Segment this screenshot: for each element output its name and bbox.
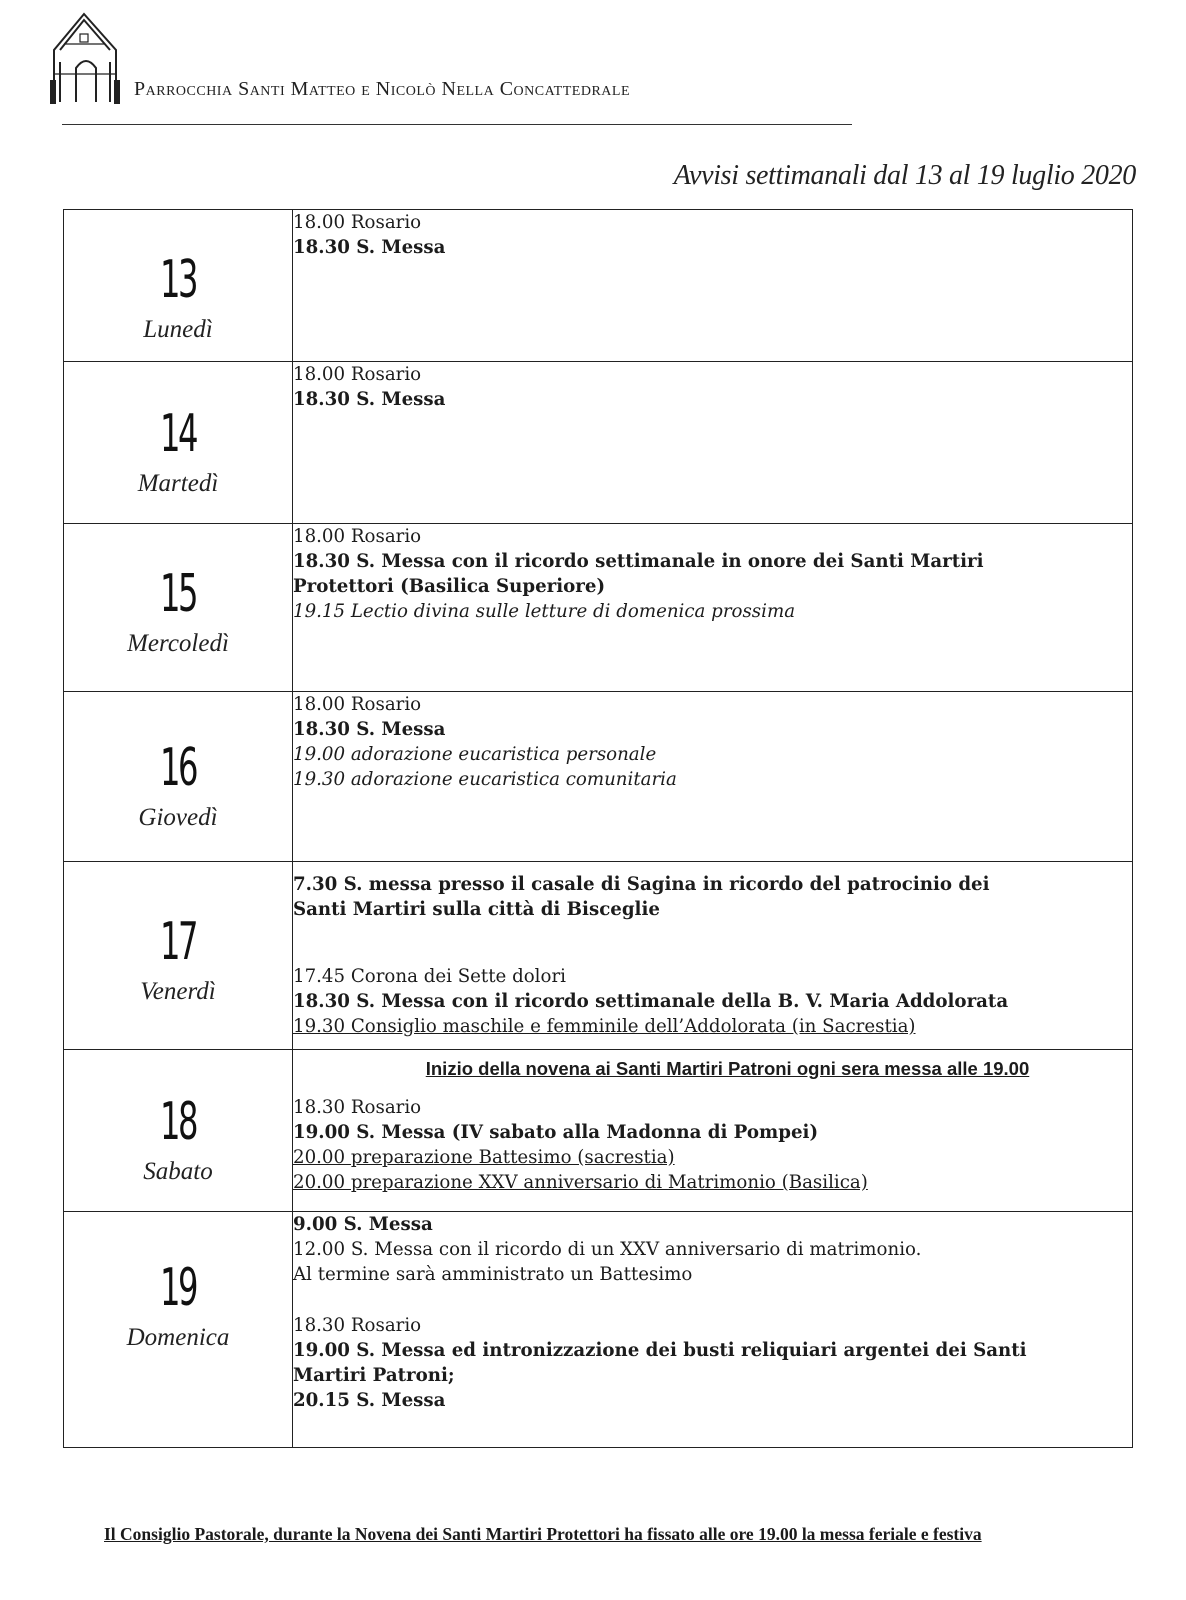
day-row-15 [64, 524, 1133, 692]
day-cell [64, 692, 293, 862]
event-line: 19.15 Lectio divina sulle letture di domenica prossima [293, 601, 796, 622]
day-number: 15 [159, 564, 197, 624]
day-events [293, 692, 1133, 862]
event-line: 18.00 Rosario [293, 212, 422, 233]
day-name: Sabato [143, 1158, 213, 1185]
novena-notice: Inizio della novena ai Santi Martiri Patroni ogni sera messa alle 19.00 [425, 1058, 1030, 1079]
spacer [293, 922, 1132, 964]
day-name: Martedì [137, 470, 219, 497]
day-events [293, 862, 1133, 1050]
day-name: Venerdì [140, 978, 216, 1005]
event-line: 19.00 adorazione eucaristica personale [293, 744, 657, 765]
weekly-schedule-table [63, 209, 1133, 1448]
event-line: Protettori (Basilica Superiore) [293, 576, 606, 597]
event-line: 18.30 S. Messa [293, 237, 446, 258]
day-row-13 [64, 210, 1133, 362]
event-line: 18.30 S. Messa [293, 719, 446, 740]
event-line: 19.00 S. Messa ed intronizzazione dei busti reliquiari argentei dei Santi [293, 1340, 1027, 1361]
day-name: Mercoledì [127, 630, 229, 657]
day-row-17 [64, 862, 1133, 1050]
day-number: 13 [159, 250, 197, 310]
day-number: 18 [159, 1092, 197, 1152]
day-number: 17 [159, 912, 197, 972]
day-cell [64, 524, 293, 692]
day-name: Giovedì [138, 804, 218, 831]
day-row-18 [64, 1050, 1133, 1212]
event-line: 17.45 Corona dei Sette dolori [293, 966, 566, 987]
event-line: 18.00 Rosario [293, 694, 422, 715]
event-line: 20.15 S. Messa [293, 1390, 446, 1411]
event-line: 18.30 S. Messa con il ricordo settimanale della B. V. Maria Addolorata [293, 991, 1009, 1012]
event-line: 20.00 preparazione XXV anniversario di Matrimonio (Basilica) [293, 1172, 868, 1193]
parish-name: Parrocchia Santi Matteo e Nicolò Nella Concattedrale [134, 78, 630, 100]
day-number: 19 [159, 1258, 197, 1318]
event-line: 18.00 Rosario [293, 364, 422, 385]
event-line: 9.00 S. Messa [293, 1214, 433, 1235]
day-row-16 [64, 692, 1133, 862]
day-events [293, 210, 1133, 362]
day-events [293, 362, 1133, 524]
notice-subtitle: Avvisi settimanali dal 13 al 19 luglio 2020 [673, 160, 1136, 191]
day-name: Lunedì [143, 316, 213, 343]
event-line: 18.30 S. Messa con il ricordo settimanale in onore dei Santi Martiri [293, 551, 984, 572]
event-line: 20.00 preparazione Battesimo (sacrestia) [293, 1147, 675, 1168]
day-cell [64, 1050, 293, 1212]
spacer [293, 1287, 1132, 1313]
event-line: 18.30 Rosario [293, 1097, 422, 1118]
church-logo-icon [46, 10, 124, 106]
day-number: 16 [159, 738, 197, 798]
day-cell [64, 1212, 293, 1448]
event-line: 7.30 S. messa presso il casale di Sagina in ricordo del patrocinio dei [293, 874, 990, 895]
event-line: 19.00 S. Messa (IV sabato alla Madonna di Pompei) [293, 1122, 819, 1143]
event-line: 18.00 Rosario [293, 526, 422, 547]
event-line: 19.30 adorazione eucaristica comunitaria [293, 769, 677, 790]
event-line: 18.30 S. Messa [293, 389, 446, 410]
header-divider [62, 124, 852, 125]
event-line: Al termine sarà amministrato un Battesimo [293, 1264, 693, 1285]
day-cell [64, 210, 293, 362]
day-events [293, 524, 1133, 692]
event-line: 19.30 Consiglio maschile e femminile dell’Addolorata (in Sacrestia) [293, 1016, 916, 1037]
day-events [293, 1212, 1133, 1448]
day-row-14 [64, 362, 1133, 524]
day-number: 14 [159, 404, 197, 464]
event-line: 12.00 S. Messa con il ricordo di un XXV anniversario di matrimonio. [293, 1239, 922, 1260]
event-line: 18.30 Rosario [293, 1315, 422, 1336]
event-line: Martiri Patroni; [293, 1365, 455, 1386]
footer-note: Il Consiglio Pastorale, durante la Novena dei Santi Martiri Protettori ha fissato alle ore 19.00 la messa feriale e festiva [104, 1524, 982, 1544]
day-events [293, 1050, 1133, 1212]
day-name: Domenica [126, 1324, 230, 1351]
day-cell [64, 862, 293, 1050]
event-line: Santi Martiri sulla città di Bisceglie [293, 899, 660, 920]
day-cell [64, 362, 293, 524]
day-row-19 [64, 1212, 1133, 1448]
